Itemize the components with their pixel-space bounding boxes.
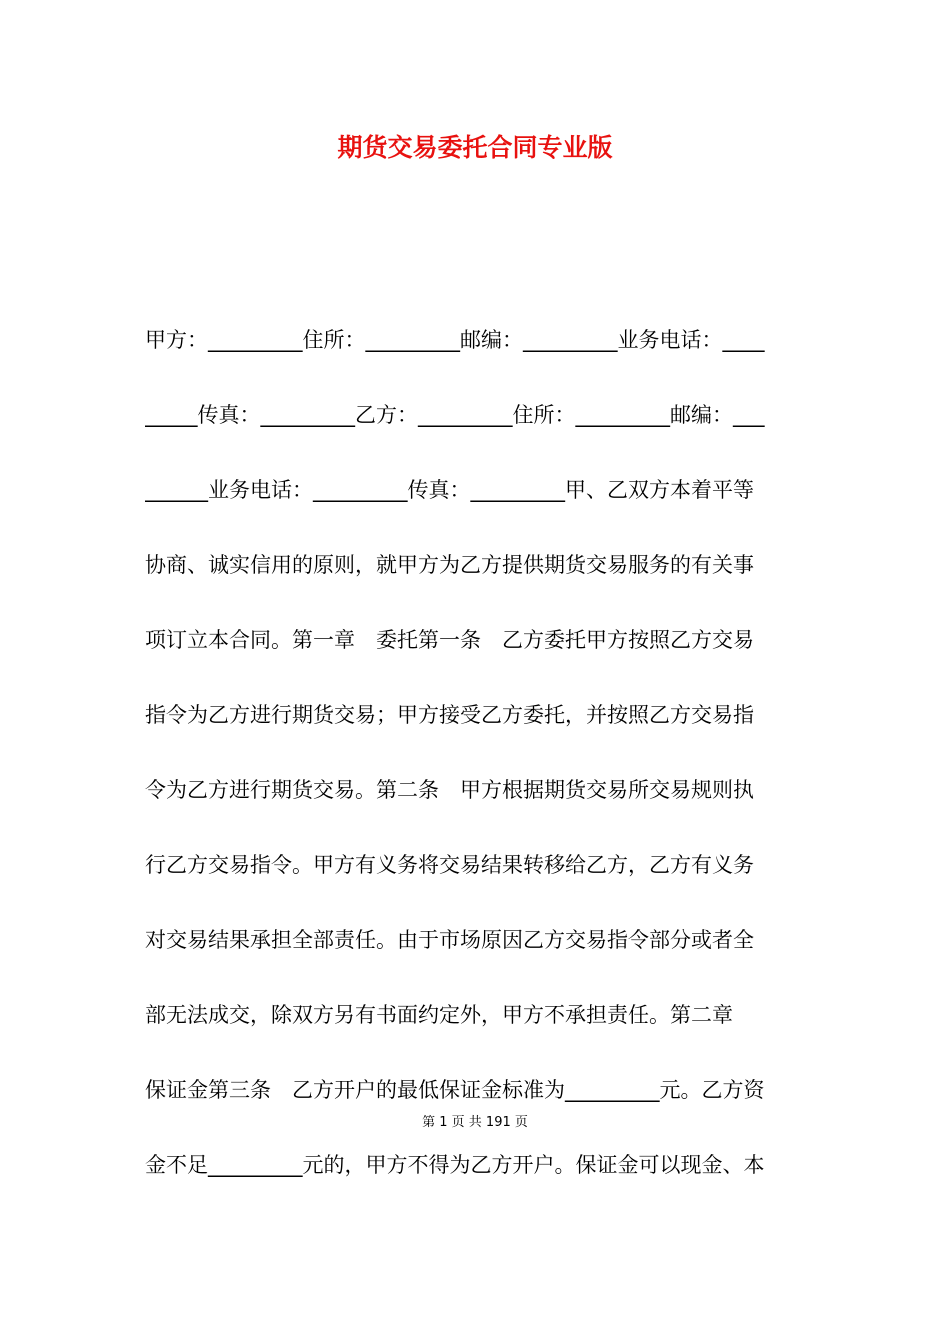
- body-line: 保证金第三条 乙方开户的最低保证金标准为_________元。乙方资: [145, 1078, 765, 1102]
- body-line: 行乙方交易指令。甲方有义务将交易结果转移给乙方，乙方有义务: [145, 853, 754, 877]
- body-line: 甲方：_________住所：_________邮编：_________业务电话：____: [145, 328, 765, 352]
- body-line: _____传真：_________乙方：_________住所：_________邮编：___: [145, 403, 765, 427]
- body-line: 指令为乙方进行期货交易；甲方接受乙方委托，并按照乙方交易指: [145, 703, 754, 727]
- page-footer: 第 1 页 共 191 页: [422, 1115, 528, 1130]
- body-line: 金不足_________元的，甲方不得为乙方开户。保证金可以现金、本: [145, 1153, 765, 1177]
- body-line: 令为乙方进行期货交易。第二条 甲方根据期货交易所交易规则执: [145, 778, 754, 802]
- body-line: 协商、诚实信用的原则，就甲方为乙方提供期货交易服务的有关事: [145, 553, 754, 577]
- body-line: 对交易结果承担全部责任。由于市场原因乙方交易指令部分或者全: [145, 928, 754, 952]
- body-line: 项订立本合同。第一章 委托第一条 乙方委托甲方按照乙方交易: [145, 628, 754, 652]
- body-line: ______业务电话：_________传真：_________甲、乙双方本着平等: [145, 478, 754, 502]
- body-line: 部无法成交，除双方另有书面约定外，甲方不承担责任。第二章: [145, 1003, 733, 1027]
- page-title: 期货交易委托合同专业版: [337, 133, 613, 162]
